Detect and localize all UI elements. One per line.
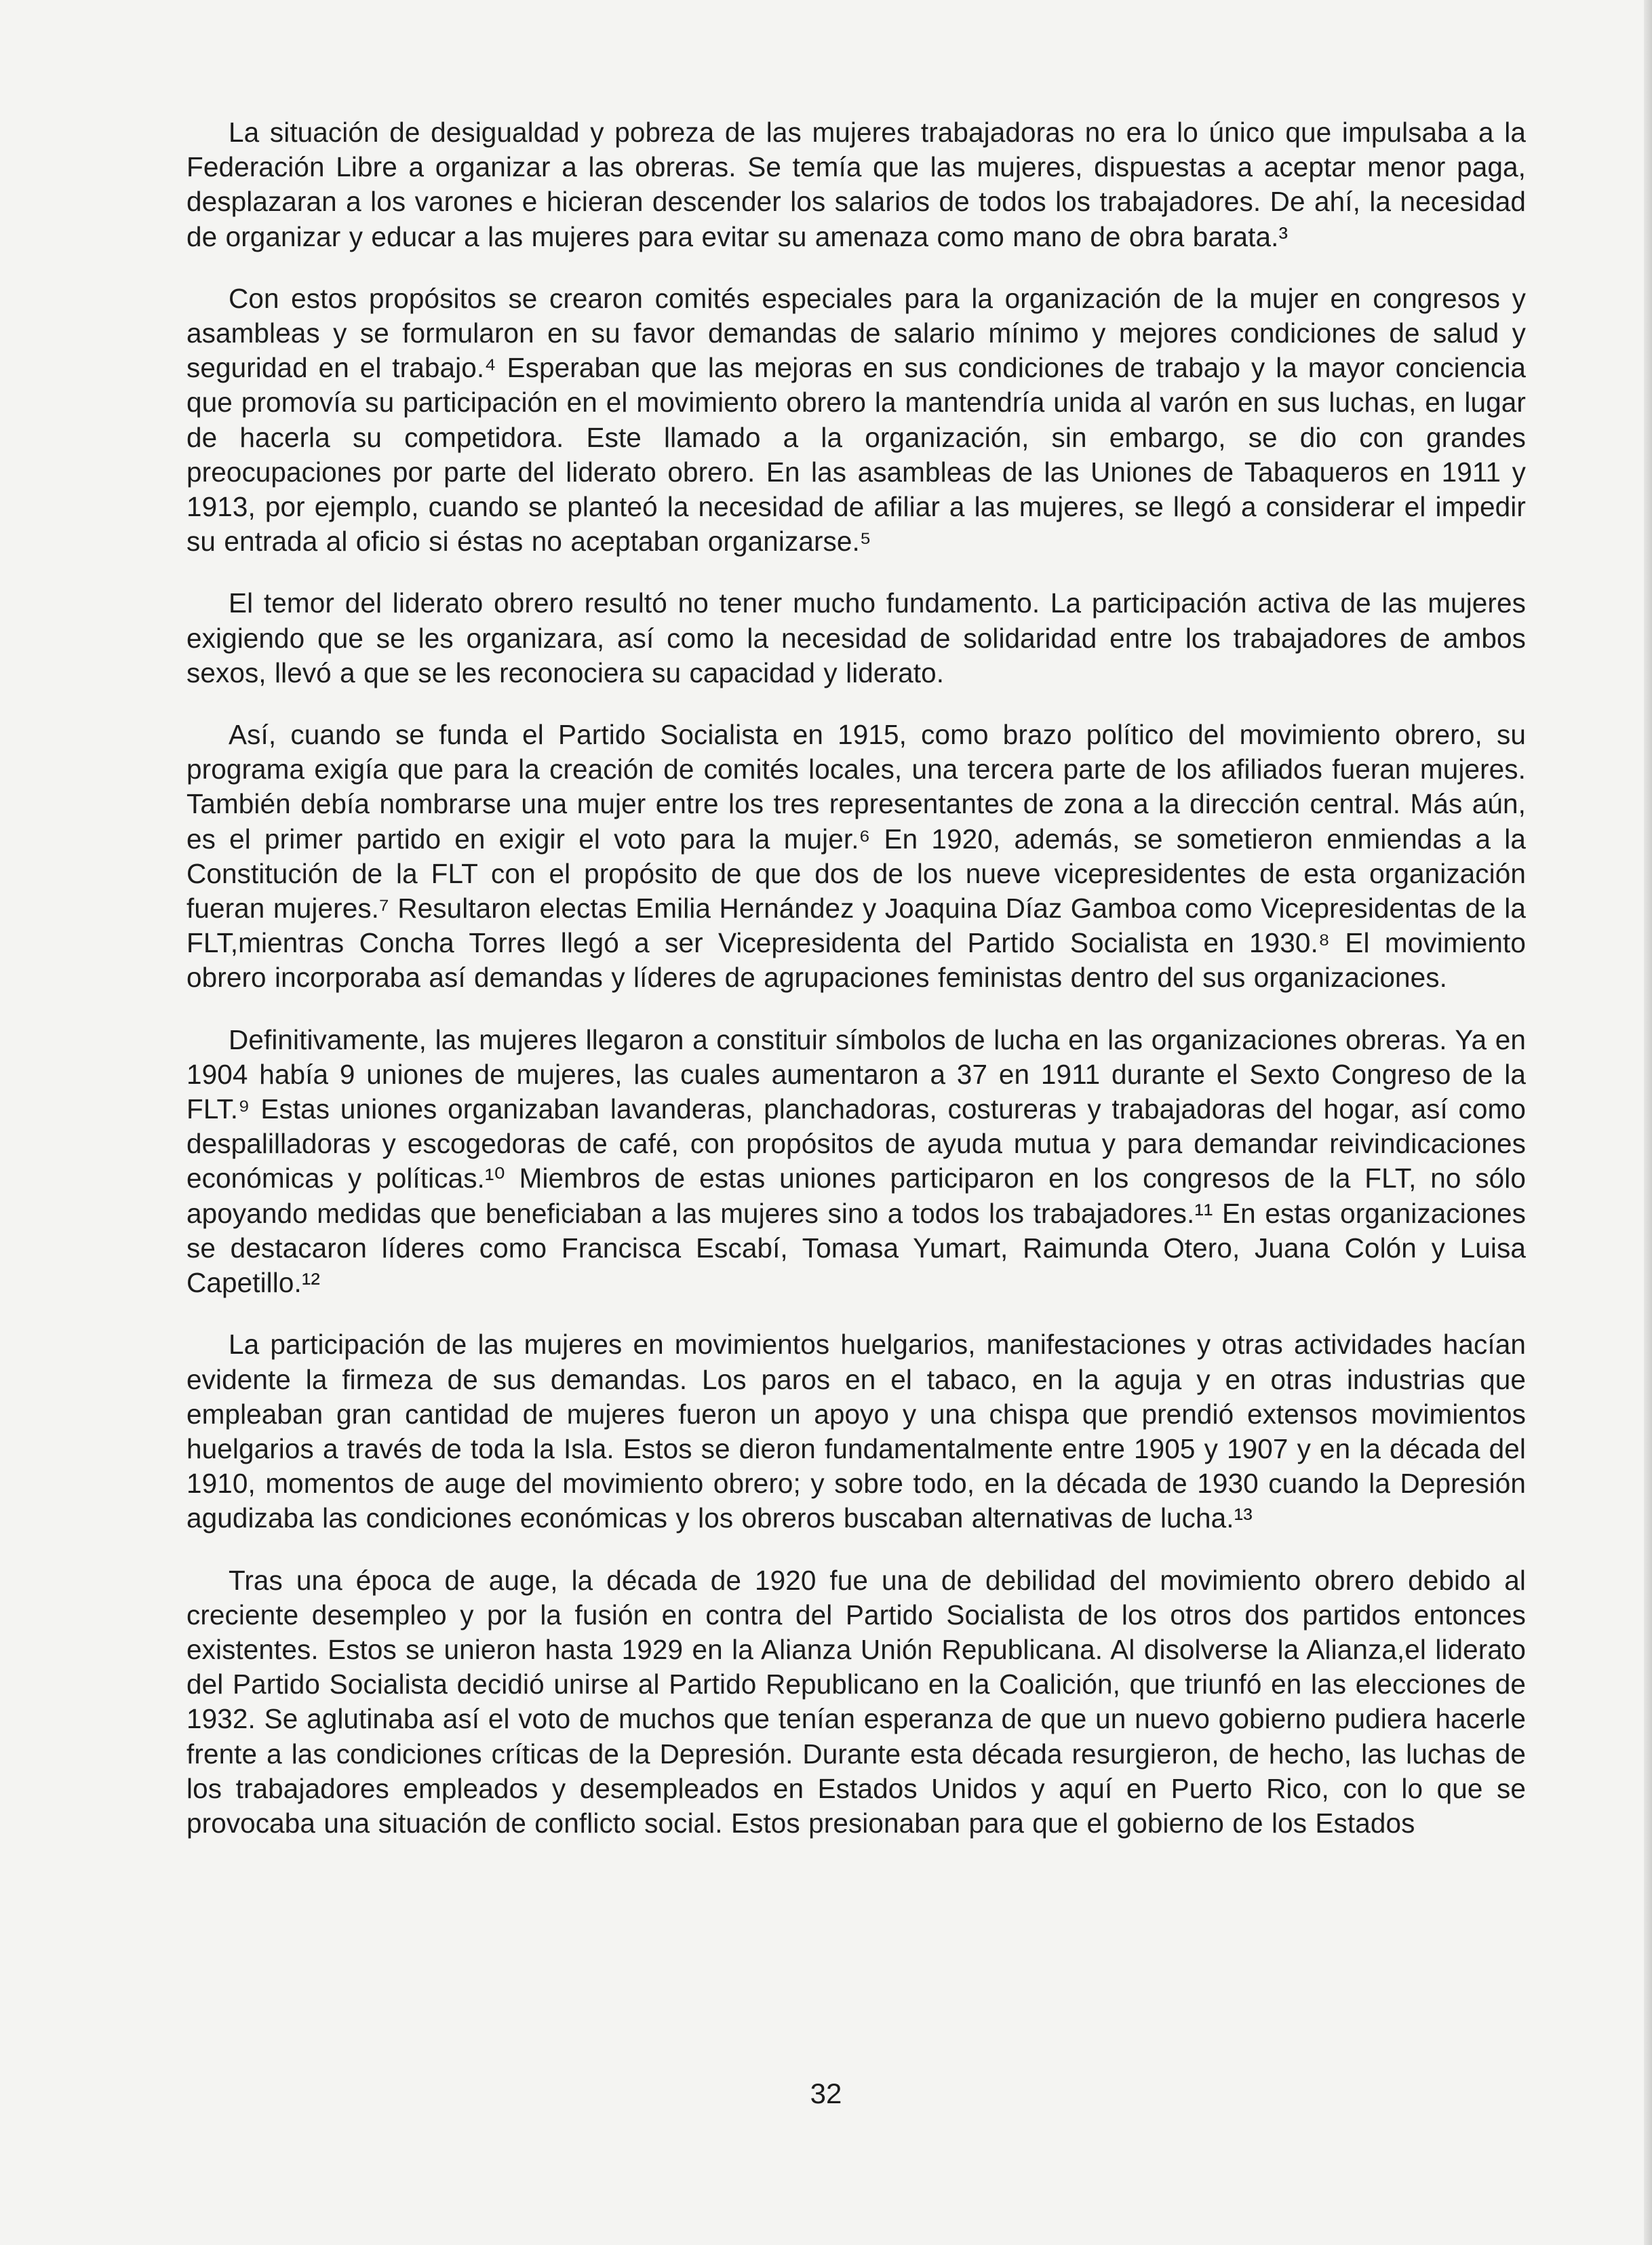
paragraph-7: Tras una época de auge, la década de 1920 fue una de debilidad del movimiento obrero debido al creciente desempleo y por la fusión en contra del Partido Socialista de los otros dos partidos entonces existentes. Estos se unieron hasta 1929 en la Alianza Unión Republicana. Al disolverse la Alianza,el liderato del Partido Socialista decidió unirse al Partido Republicano en la Coalición, que triunfó en las elecciones de 1932. Se aglutinaba así el voto de muchos que tenían esperanza de que un nuevo gobierno pudiera hacerle frente a las condiciones críticas de la Depresión. Durante esta década resurgieron, de hecho, las luchas de los trabajadores empleados y desempleados en Estados Unidos y aquí en Puerto Rico, con lo que se provocaba una situación de conflicto social. Estos presionaban para que el gobierno de los Estados: [186, 1564, 1526, 1839]
paragraph-4: Así, cuando se funda el Partido Socialista en 1915, como brazo político del movimiento obrero, su programa exigía que para la creación de comités locales, una tercera parte de los afiliados fueran mujeres. También debía nombrarse una mujer entre los tres representantes de zona a la dirección central. Más aún, es el primer partido en exigir el voto para la mujer.⁶ En 1920, además, se sometieron enmiendas a la Constitución de la FLT con el propósito de que dos de los nueve vicepresidentes de esta organización fueran mujeres.⁷ Resultaron electas Emilia Hernández y Joaquina Díaz Gamboa como Vicepresidentas de la FLT,mientras Concha Torres llegó a ser Vicepresidenta del Partido Socialista en 1930.⁸ El movimiento obrero incorporaba así demandas y líderes de agrupaciones feministas dentro del sus organizaciones.: [186, 719, 1526, 994]
page-number: 32: [810, 2077, 842, 2109]
page-body: [186, 115, 1526, 1868]
paragraph-1: La situación de desigualdad y pobreza de las mujeres trabajadoras no era lo único que impulsaba a la Federación Libre a organizar a las obreras. Se temía que las mujeres, dispuestas a aceptar menor paga, desplazaran a los varones e hicieran descender los salarios de todos los trabajadores. De ahí, la necesidad de organizar y educar a las mujeres para evitar su amenaza como mano de obra barata.³: [186, 117, 1526, 252]
paragraph-5: Definitivamente, las mujeres llegaron a constituir símbolos de lucha en las organizaciones obreras. Ya en 1904 había 9 uniones de mujeres, las cuales aumentaron a 37 en 1911 durante el Sexto Congreso de la FLT.⁹ Estas uniones organizaban lavanderas, planchadoras, costureras y trabajadoras del hogar, así como despalilladoras y escogedoras de café, con propósitos de ayuda mutua y para demandar reivindicaciones económicas y políticas.¹⁰ Miembros de estas uniones participaron en los congresos de la FLT, no sólo apoyando medidas que beneficiaban a las mujeres sino a todos los trabajadores.¹¹ En estas organizaciones se destacaron líderes como Francisca Escabí, Tomasa Yumart, Raimunda Otero, Juana Colón y Luisa Capetillo.¹²: [186, 1023, 1526, 1299]
page-right-edge: [1644, 0, 1652, 2245]
paragraph-2: Con estos propósitos se crearon comités especiales para la organización de la mujer en congresos y asambleas y se formularon en su favor demandas de salario mínimo y mejores condiciones de salud y seguridad en el trabajo.⁴ Esperaban que las mejoras en sus condiciones de trabajo y la mayor conciencia que promovía su participación en el movimiento obrero la mantendría unida al varón en sus luchas, en lugar de hacerla su competidora. Este llamado a la organización, sin embargo, se dio con grandes preocupaciones por parte del liderato obrero. En las asambleas de las Uniones de Tabaqueros en 1911 y 1913, por ejemplo, cuando se planteó la necesidad de afiliar a las mujeres, se llegó a considerar el impedir su entrada al oficio si éstas no aceptaban organizarse.⁵: [186, 282, 1526, 558]
paragraph-6: La participación de las mujeres en movimientos huelgarios, manifestaciones y otras actividades hacían evidente la firmeza de sus demandas. Los paros en el tabaco, en la aguja y en otras industrias que empleaban gran cantidad de mujeres fueron un apoyo y una chispa que prendió extensos movimientos huelgarios a través de toda la Isla. Estos se dieron fundamentalmente entre 1905 y 1907 y en la década del 1910, momentos de auge del movimiento obrero; y sobre todo, en la década de 1930 cuando la Depresión agudizaba las condiciones económicas y los obreros buscaban alternativas de lucha.¹³: [186, 1329, 1526, 1534]
paragraph-3: El temor del liderato obrero resultó no tener mucho fundamento. La participación activa de las mujeres exigiendo que se les organizara, así como la necesidad de solidaridad entre los trabajadores de ambos sexos, llevó a que se les reconociera su capacidad y liderato.: [186, 587, 1526, 688]
